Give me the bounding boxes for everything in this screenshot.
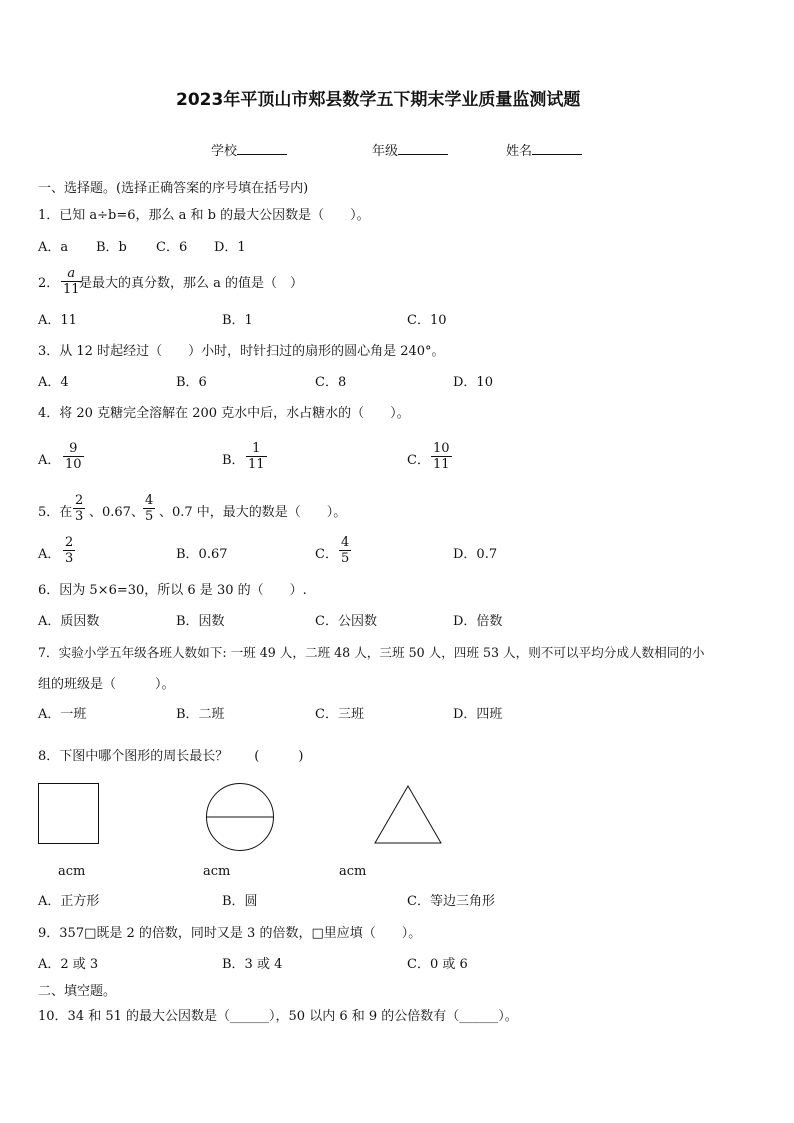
q1-stem: 1．已知 a÷b=6，那么 a 和 b 的最大公因数是（ ）。 <box>38 208 370 223</box>
q4-option-c-fraction[interactable] <box>431 441 452 472</box>
q9-stem: 9．357□既是 2 的倍数，同时又是 3 的倍数，□里应填（ ）。 <box>38 926 422 941</box>
fraction-denominator: 3 <box>65 551 74 566</box>
page-title: 2023年平顶山市郏县数学五下期末学业质量监测试题 <box>176 90 581 110</box>
q5-option-c-label[interactable]: C． <box>315 547 338 562</box>
q9-option-b[interactable]: B．3 或 4 <box>222 957 283 972</box>
fraction-denominator: 5 <box>341 551 350 566</box>
q1-option-b[interactable]: B．b <box>96 240 127 255</box>
grade-label: 年级 <box>372 144 399 159</box>
q4-option-a-label[interactable]: A． <box>38 453 61 468</box>
school-field <box>211 142 287 160</box>
name-label: 姓名 <box>506 144 533 159</box>
q2-option-c[interactable]: C．10 <box>407 313 447 328</box>
q5-middle-2: 、0.7 中，最大的数是（ ）。 <box>159 505 347 520</box>
q2-option-a[interactable]: A．11 <box>38 313 77 328</box>
triangle-figure <box>374 785 442 845</box>
q4-option-a-fraction[interactable] <box>63 441 84 472</box>
name-field <box>506 142 582 160</box>
q5-fraction-2 <box>143 493 155 524</box>
q1-option-c[interactable]: C．6 <box>156 240 188 255</box>
circle-figure <box>205 782 275 852</box>
q6-option-b[interactable]: B．因数 <box>176 614 225 629</box>
fraction-denominator: 11 <box>248 457 265 472</box>
triangle-label: acm <box>339 864 367 879</box>
q8-option-c[interactable]: C．等边三角形 <box>407 894 495 909</box>
q7-option-b[interactable]: B．二班 <box>176 707 225 722</box>
school-blank[interactable] <box>237 142 287 155</box>
q5-option-d[interactable]: D．0.7 <box>453 547 498 562</box>
fraction-numerator: 2 <box>65 535 74 550</box>
q2-option-b[interactable]: B．1 <box>222 313 253 328</box>
q2-fraction-numerator: a <box>67 266 76 281</box>
q7-option-a[interactable]: A．一班 <box>38 707 87 722</box>
q5-middle-1: 、0.67、 <box>89 505 144 520</box>
q2-fraction-denominator: 11 <box>63 282 80 297</box>
q2-number: 2． <box>38 276 60 291</box>
q5-option-c-fraction[interactable] <box>339 535 351 566</box>
q6-option-d[interactable]: D．倍数 <box>453 614 503 629</box>
q6-option-c[interactable]: C．公因数 <box>315 614 377 629</box>
q4-option-b-fraction[interactable] <box>246 441 267 472</box>
q6-stem: 6．因为 5×6=30，所以 6 是 30 的（ ）. <box>38 583 307 598</box>
q8-stem: 8．下图中哪个图形的周长最长？ ( ) <box>38 749 304 764</box>
q3-option-b[interactable]: B．6 <box>176 375 207 390</box>
square-shape <box>39 784 99 844</box>
q5-option-a-fraction[interactable] <box>63 535 75 566</box>
q4-option-b-label[interactable]: B． <box>222 453 245 468</box>
fraction-numerator: 2 <box>75 493 84 508</box>
q1-option-d[interactable]: D．1 <box>214 240 246 255</box>
square-label: acm <box>58 864 86 879</box>
q7-option-d[interactable]: D．四班 <box>453 707 503 722</box>
fraction-numerator: 1 <box>252 441 261 456</box>
q7-stem-line-1: 7．实验小学五年级各班人数如下: 一班 49 人，二班 48 人，三班 50 人，四班 53 人，则不可以平均分成人数相同的小 <box>38 645 705 660</box>
fraction-denominator: 5 <box>145 509 154 524</box>
fraction-denominator: 10 <box>65 457 82 472</box>
q3-stem: 3．从 12 时起经过（ ）小时，时针扫过的扇形的圆心角是 240°。 <box>38 344 445 359</box>
section-two-heading: 二、填空题。 <box>38 984 117 999</box>
q4-stem: 4．将 20 克糖完全溶解在 200 克水中后，水占糖水的（ ）。 <box>38 406 410 421</box>
fraction-numerator: 4 <box>145 493 154 508</box>
q5-fraction-1 <box>73 493 85 524</box>
section-one-heading: 一、选择题。(选择正确答案的序号填在括号内) <box>38 181 309 196</box>
q1-option-a[interactable]: A．a <box>38 240 69 255</box>
fraction-numerator: 10 <box>433 441 450 456</box>
q8-option-a[interactable]: A．正方形 <box>38 894 100 909</box>
grade-field <box>372 142 448 160</box>
q7-option-c[interactable]: C．三班 <box>315 707 364 722</box>
name-blank[interactable] <box>532 142 582 155</box>
fraction-denominator: 3 <box>75 509 84 524</box>
q4-option-c-label[interactable]: C． <box>407 453 430 468</box>
q3-option-c[interactable]: C．8 <box>315 375 347 390</box>
q3-option-d[interactable]: D．10 <box>453 375 493 390</box>
q9-option-a[interactable]: A．2 或 3 <box>38 957 99 972</box>
square-figure <box>38 783 100 845</box>
q5-number: 5．在 <box>38 505 73 520</box>
grade-blank[interactable] <box>398 142 448 155</box>
q10-stem: 10．34 和 51 的最大公因数是（______），50 以内 6 和 9 的公倍数有（______）。 <box>38 1009 518 1024</box>
fraction-denominator: 11 <box>433 457 450 472</box>
q3-option-a[interactable]: A．4 <box>38 375 69 390</box>
q8-option-b[interactable]: B．圆 <box>222 894 258 909</box>
fraction-numerator: 4 <box>341 535 350 550</box>
q7-stem-line-2: 组的班级是（ ）。 <box>38 677 175 692</box>
q6-option-a[interactable]: A．质因数 <box>38 614 100 629</box>
school-label: 学校 <box>211 144 238 159</box>
q2-stem-rest: 是最大的真分数，那么 a 的值是（ ） <box>79 276 304 291</box>
q9-option-c[interactable]: C．0 或 6 <box>407 957 468 972</box>
fraction-numerator: 9 <box>69 441 78 456</box>
q5-option-a-label[interactable]: A． <box>38 547 61 562</box>
triangle-shape <box>375 786 441 843</box>
circle-label: acm <box>203 864 231 879</box>
q5-option-b[interactable]: B．0.67 <box>176 547 228 562</box>
